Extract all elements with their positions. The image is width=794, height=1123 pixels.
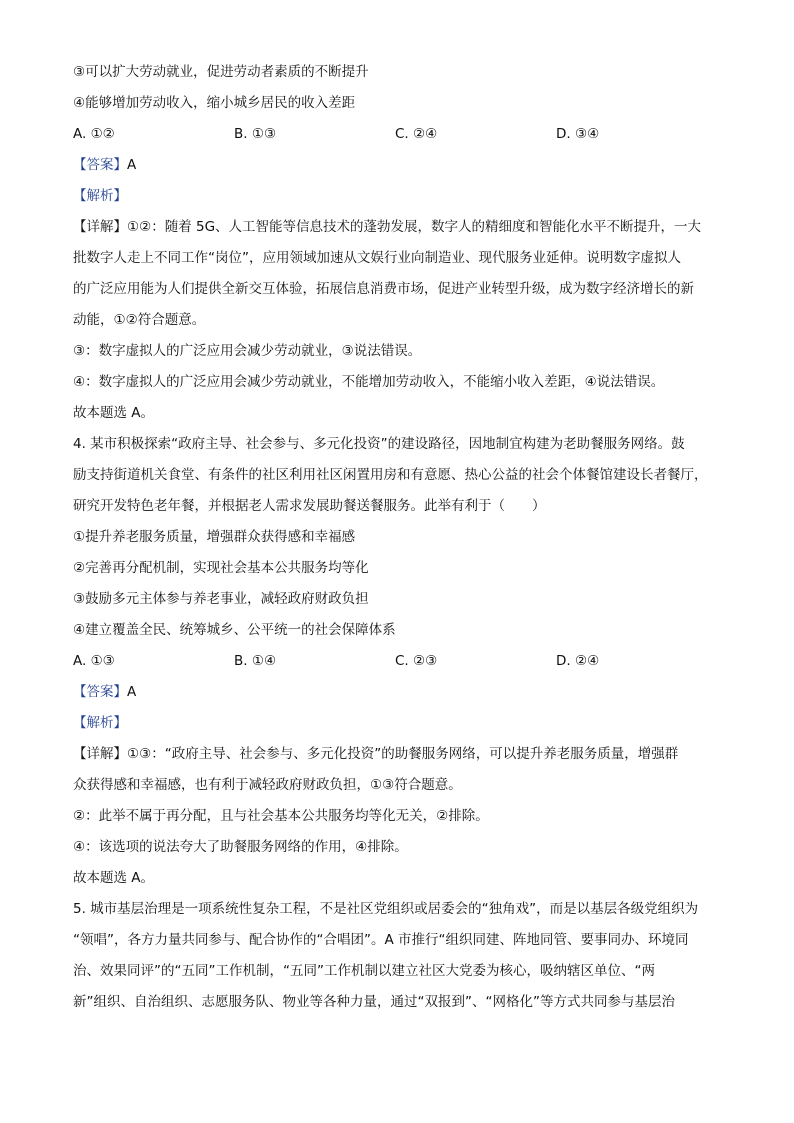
q4-detail-line: 【详解】①③：“政府主导、社会参与、多元化投资”的助餐服务网络，可以提升养老服务质量，增强群	[73, 746, 679, 762]
q4-options	[73, 651, 733, 671]
q4-option-a: A. ①③	[73, 653, 115, 669]
q5-stem	[73, 899, 733, 1012]
q4-stem-line: 4. 某市积极探索“政府主导、社会参与、多元化投资”的建设路径，因地制宜构建为老助餐服务网络。鼓	[73, 436, 685, 452]
q3-detail-line: 批数字人走上不同工作“岗位”，应用领域加速从文娱行业向制造业、现代服务业延伸。说明数字虚拟人	[73, 250, 681, 266]
q3-option-c: C. ②④	[395, 126, 438, 142]
q4-detail	[73, 744, 733, 795]
q3-answer-tag: 【答案】	[73, 157, 127, 173]
q4-answer-tag: 【答案】	[73, 684, 127, 700]
q4-stem-line: 研究开发特色老年餐，并根据老人需求发展助餐送餐服务。此举有利于（ ）	[73, 498, 546, 514]
q4-analysis-line: ④：该选项的说法夸大了助餐服务网络的作用，④排除。	[73, 839, 408, 855]
q4-analysis-line: ②：此举不属于再分配，且与社会基本公共服务均等化无关，②排除。	[73, 808, 489, 824]
q4-option-c: C. ②③	[395, 653, 438, 669]
q5-stem-line: 治、效果同评”的“五同”工作机制，“五同”工作机制以建立社区大党委为核心，吸纳辖区单位、“两	[73, 963, 655, 979]
q4-answer-value: A	[127, 684, 137, 700]
q4-item-4: ④建立覆盖全民、统筹城乡、公平统一的社会保障体系	[73, 622, 396, 638]
q4-stem	[73, 434, 733, 516]
q4-item-1: ①提升养老服务质量，增强群众获得感和幸福感	[73, 529, 356, 545]
q4-item-3: ③鼓励多元主体参与养老事业，减轻政府财政负担	[73, 591, 369, 607]
q4-item-2: ②完善再分配机制，实现社会基本公共服务均等化	[73, 560, 369, 576]
q3-analysis-line: ④：数字虚拟人的广泛应用会减少劳动就业，不能增加劳动收入，不能缩小收入差距，④说法错误。	[73, 374, 665, 390]
document-content	[73, 62, 733, 1023]
q5-stem-line: “领唱”，各方力量共同参与、配合协作的“合唱团”。A 市推行“组织同建、阵地同管、要事同办、环境同	[73, 932, 689, 948]
q5-stem-line: 新”组织、自治组织、志愿服务队、物业等各种力量，通过“双报到”、“网格化”等方式共同参与基层治	[73, 994, 675, 1010]
q3-detail-line: 动能，①②符合题意。	[73, 312, 206, 328]
q3-analysis-tag: 【解析】	[73, 188, 127, 204]
q5-stem-line: 5. 城市基层治理是一项系统性复杂工程，不是社区党组织或居委会的“独角戏”，而是以基层各级党组织为	[73, 901, 699, 917]
q3-option-b: B. ①③	[234, 126, 277, 142]
q3-detail-line: 【详解】①②：随着 5G、人工智能等信息技术的蓬勃发展，数字人的精细度和智能化水平不断提升，一大	[73, 219, 702, 235]
q3-analysis-heading	[73, 186, 733, 206]
q3-option-d: D. ③④	[556, 126, 600, 142]
q3-detail-line: 的广泛应用能为人们提供全新交互体验，拓展信息消费市场，促进产业转型升级，成为数字经济增长的新	[73, 281, 694, 297]
q4-option-d: D. ②④	[556, 653, 600, 669]
q3-conclusion: 故本题选 A。	[73, 405, 155, 421]
q3-item-4: ④能够增加劳动收入，缩小城乡居民的收入差距	[73, 95, 356, 111]
q4-conclusion: 故本题选 A。	[73, 870, 155, 886]
q3-analysis-line: ③：数字虚拟人的广泛应用会减少劳动就业，③说法错误。	[73, 343, 422, 359]
q4-analysis-tag: 【解析】	[73, 715, 127, 731]
q4-stem-line: 励支持街道机关食堂、有条件的社区利用社区闲置用房和有意愿、热心公益的社会个体餐馆建设长者餐厅，	[73, 467, 708, 483]
q3-detail	[73, 217, 733, 330]
q4-detail-line: 众获得感和幸福感，也有利于减轻政府财政负担，①③符合题意。	[73, 777, 462, 793]
q3-answer-value: A	[127, 157, 137, 173]
q3-item-3: ③可以扩大劳动就业，促进劳动者素质的不断提升	[73, 64, 369, 80]
q4-answer	[73, 682, 733, 702]
q3-options	[73, 124, 733, 144]
q3-answer	[73, 155, 733, 175]
q4-option-b: B. ①④	[234, 653, 277, 669]
q4-analysis-heading	[73, 713, 733, 733]
q3-option-a: A. ①②	[73, 126, 115, 142]
